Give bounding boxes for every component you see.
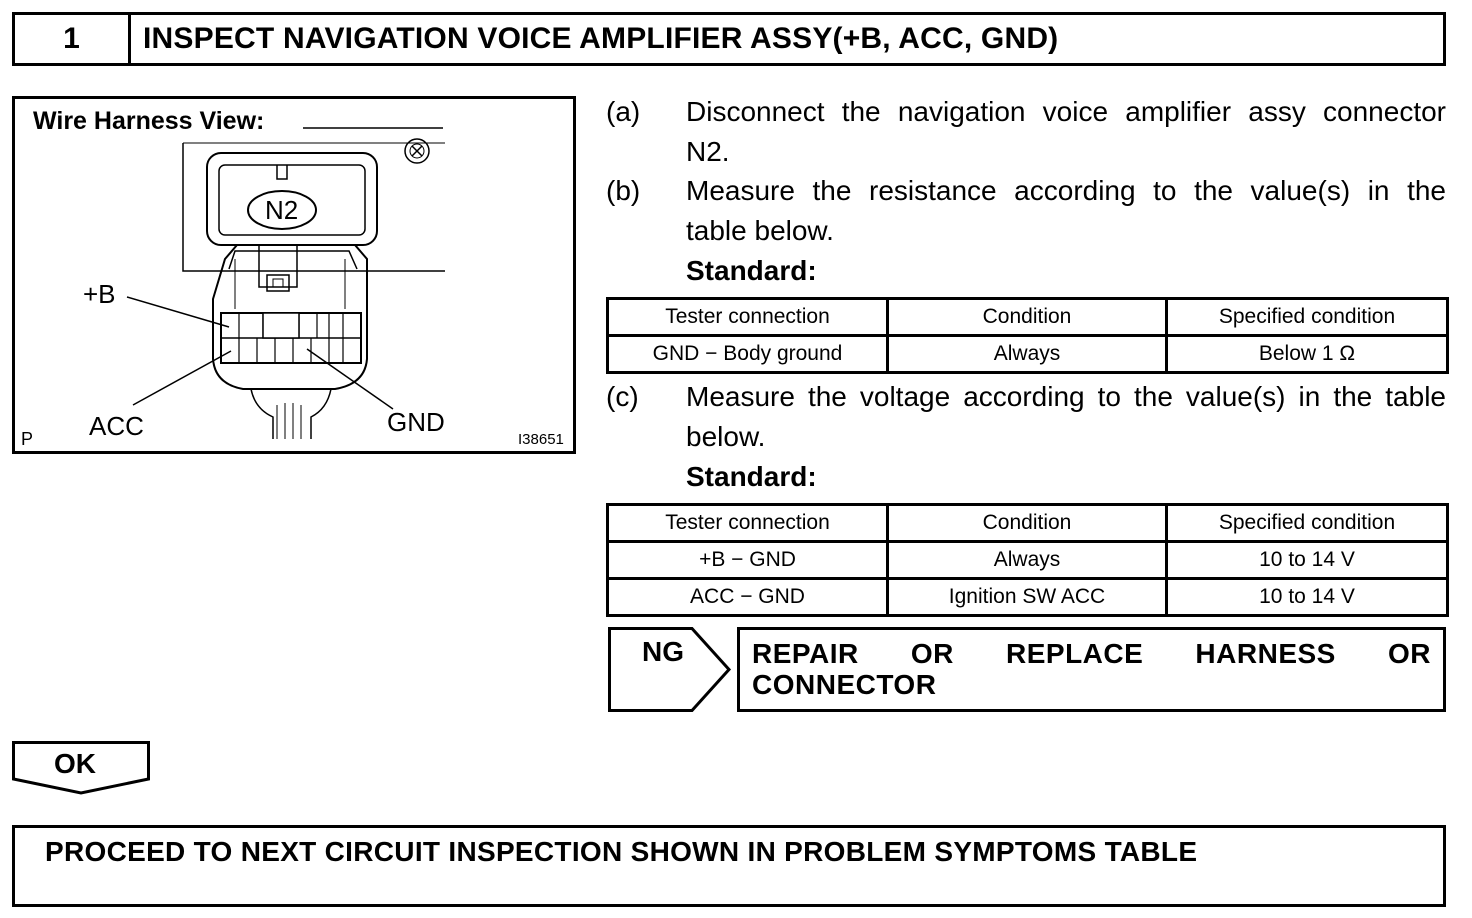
label-b-plus: +B — [83, 279, 116, 309]
cell-specified-condition: Below 1 Ω — [1167, 336, 1448, 373]
step-a-line-2: N2. — [686, 136, 730, 167]
step-header — [12, 12, 1446, 66]
header-specified-condition: Specified condition — [1167, 299, 1448, 336]
step-b-line-1: Measure the resistance according to the value(s) in the — [686, 175, 1446, 206]
ng-action-box — [737, 627, 1446, 712]
step-c-line-2: below. — [686, 421, 766, 452]
label-gnd: GND — [387, 407, 445, 437]
step-b-line-2: table below. — [686, 215, 834, 246]
table-row — [608, 579, 1448, 616]
figure-title: Wire Harness View: — [33, 107, 265, 135]
cell-specified-condition: 10 to 14 V — [1167, 542, 1448, 579]
connector-id-oval — [15, 99, 573, 451]
connector-label: N2 — [265, 195, 299, 225]
cell-specified-condition: 10 to 14 V — [1167, 579, 1448, 616]
cell-condition: Always — [888, 542, 1167, 579]
header-condition: Condition — [888, 299, 1167, 336]
header-condition: Condition — [888, 505, 1167, 542]
table-row — [608, 336, 1448, 373]
table-header-row — [608, 505, 1448, 542]
ng-action-text: REPAIR OR REPLACE HARNESS OR CONNECTOR — [752, 638, 1431, 700]
figure-corner-code: P — [21, 429, 34, 449]
ng-label: NG — [642, 636, 684, 667]
step-c-line-1: Measure the voltage according to the value(s) in the table — [686, 381, 1446, 412]
header-specified-condition: Specified condition — [1167, 505, 1448, 542]
label-acc: ACC — [89, 411, 144, 441]
step-b-letter: (b) — [606, 175, 641, 206]
ok-label: OK — [54, 748, 96, 779]
final-action-box — [12, 825, 1446, 907]
cell-tester-connection: ACC − GND — [608, 579, 888, 616]
standard-label-b: Standard: — [686, 255, 817, 286]
resistance-table — [606, 297, 1449, 374]
figure-image-code: I38651 — [518, 431, 564, 448]
table-header-row — [608, 299, 1448, 336]
table-row — [608, 542, 1448, 579]
wire-harness-figure — [12, 96, 576, 454]
cell-condition: Ignition SW ACC — [888, 579, 1167, 616]
cell-tester-connection: +B − GND — [608, 542, 888, 579]
step-c-letter: (c) — [606, 381, 639, 412]
step-number: 1 — [15, 15, 131, 63]
header-tester-connection: Tester connection — [608, 299, 888, 336]
step-title: INSPECT NAVIGATION VOICE AMPLIFIER ASSY(+B, ACC, GND) — [143, 22, 1059, 55]
step-a-line-1: Disconnect the navigation voice amplifier assy connector — [686, 96, 1446, 127]
voltage-table — [606, 503, 1449, 617]
step-a-letter: (a) — [606, 96, 641, 127]
header-tester-connection: Tester connection — [608, 505, 888, 542]
final-action-text: PROCEED TO NEXT CIRCUIT INSPECTION SHOWN IN PROBLEM SYMPTOMS TABLE — [45, 836, 1198, 867]
cell-tester-connection: GND − Body ground — [608, 336, 888, 373]
standard-label-c: Standard: — [686, 461, 817, 492]
cell-condition: Always — [888, 336, 1167, 373]
